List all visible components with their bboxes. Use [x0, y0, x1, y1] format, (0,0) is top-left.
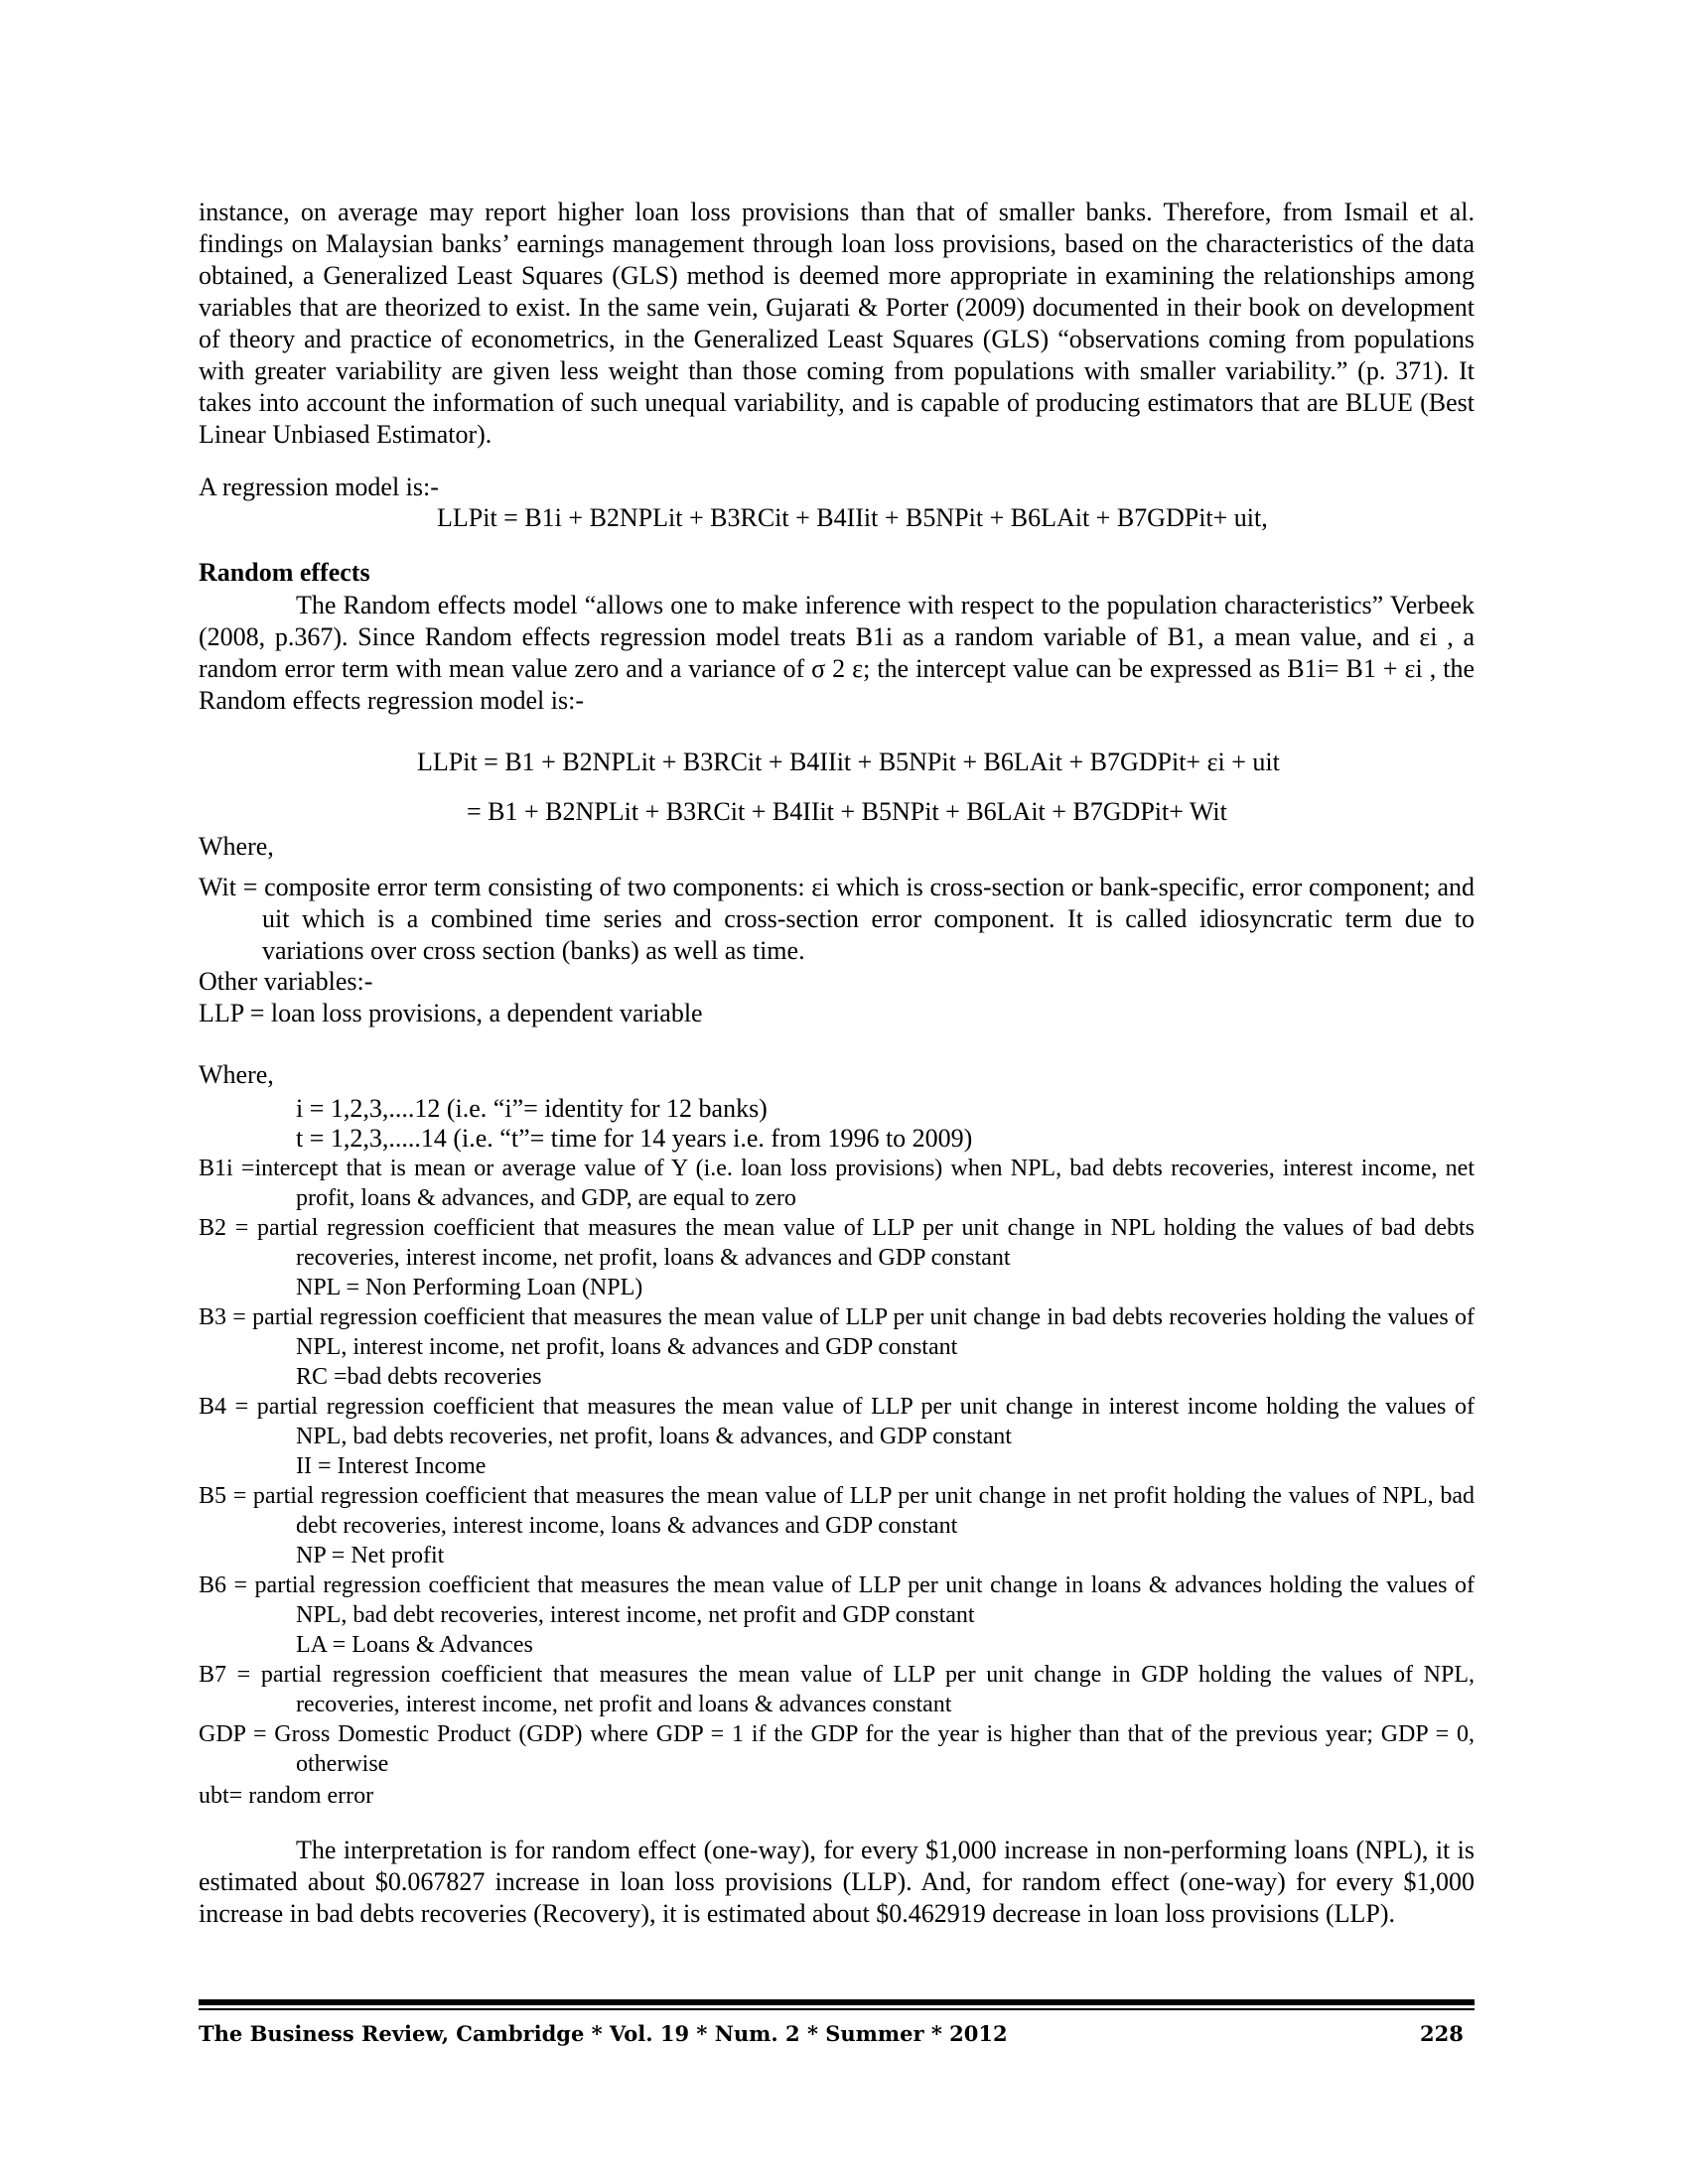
b5-definition: B5 = partial regression coefficient that measures the mean value of LLP per unit change in net profit holding the values of NPL, bad debt recoveries, interest income, loans & advances and GDP constant — [199, 1483, 1475, 1539]
section-heading-random-effects: Random effects — [199, 558, 370, 587]
ubt-definition: ubt= random error — [199, 1783, 374, 1809]
paragraph-gls: instance, on average may report higher loan loss provisions than that of smaller banks. Therefore, from Ismail et al. findings on Malaysian banks’ earnings management through loan loss provisions, based on the characteristics of the data obtained, a Generalized Least Squares (GLS) method is deemed more appropriate in examining the relationships among variables that are theorized to exist. In the same vein, Gujarati & Porter (2009) documented in their book on development of theory and practice of econometrics, in the Generalized Least Squares (GLS) “observations coming from populations with greater variability are given less weight than those coming from populations with smaller variability.” (p. 371). It takes into account the information of such unequal variability, and is capable of producing estimators that are BLUE (Best Linear Unbiased Estimator). — [199, 198, 1475, 449]
b4-definition: B4 = partial regression coefficient that measures the mean value of LLP per unit change in interest income holding the values of NPL, bad debts recoveries, net profit, loans & advances, and GDP constant — [199, 1394, 1475, 1449]
footer-rule-thin — [199, 2008, 1475, 2010]
np-definition: NP = Net profit — [296, 1543, 445, 1569]
gdp-definition: GDP = Gross Domestic Product (GDP) where GDP = 1 if the GDP for the year is higher than that of the previous year; GDP = 0, otherwise — [199, 1721, 1475, 1777]
footer-rule-thick — [199, 1999, 1475, 2005]
page-number: 228 — [1420, 2021, 1464, 2046]
where-label-1: Where, — [199, 832, 274, 861]
b7-definition: B7 = partial regression coefficient that measures the mean value of LLP per unit change in GDP holding the values of NPL, recoveries, interest income, net profit and loans & advances constant — [199, 1662, 1475, 1717]
b2-definition: B2 = partial regression coefficient that measures the mean value of LLP per unit change in NPL holding the values of bad debts recoveries, interest income, net profit, loans & advances and GDP constant — [199, 1215, 1475, 1271]
paragraph-interpretation: The interpretation is for random effect (one-way), for every $1,000 increase in non-performing loans (NPL), it is estimated about $0.067827 increase in loan loss provisions (LLP). And, for random effect (one-way) for every $1,000 increase in bad debts recoveries (Recovery), it is estimated about $0.462919 decrease in loan loss provisions (LLP). — [199, 1836, 1475, 1928]
b6-definition: B6 = partial regression coefficient that measures the mean value of LLP per unit change in loans & advances holding the values of NPL, bad debt recoveries, interest income, net profit and GDP constant — [199, 1572, 1475, 1628]
ii-definition: II = Interest Income — [296, 1453, 487, 1479]
b1-definition: B1i =intercept that is mean or average value of Y (i.e. loan loss provisions) when NPL, bad debts recoveries, interest income, net profit, loans & advances, and GDP, are equal to zero — [199, 1156, 1475, 1211]
random-effects-equation-1: LLPit = B1 + B2NPLit + B3RCit + B4IIit + B5NPit + B6LAit + B7GDPit+ εi + uit — [417, 748, 1280, 776]
paragraph-random-effects: The Random effects model “allows one to make inference with respect to the population characteristics” Verbeek (2008, p.367). Since Random effects regression model treats B1i as a random variable of B1, a mean value, and εi , a random error term with mean value zero and a variance of σ 2 ε; the intercept value can be expressed as B1i= B1 + εi , the Random effects regression model is:- — [199, 591, 1475, 715]
regression-equation: LLPit = B1i + B2NPLit + B3RCit + B4IIit + B5NPit + B6LAit + B7GDPit+ uit, — [437, 503, 1268, 532]
journal-citation: The Business Review, Cambridge * Vol. 19 * Num. 2 * Summer * 2012 — [199, 2021, 1008, 2046]
index-t-definition: t = 1,2,3,.....14 (i.e. “t”= time for 14 years i.e. from 1996 to 2009) — [296, 1124, 973, 1153]
la-definition: LA = Loans & Advances — [296, 1632, 533, 1658]
npl-definition: NPL = Non Performing Loan (NPL) — [296, 1275, 643, 1300]
random-effects-equation-2: = B1 + B2NPLit + B3RCit + B4IIit + B5NPit + B6LAit + B7GDPit+ Wit — [467, 797, 1227, 826]
other-variables-label: Other variables:- — [199, 967, 373, 996]
index-i-definition: i = 1,2,3,....12 (i.e. “i”= identity for 12 banks) — [296, 1094, 768, 1123]
rc-definition: RC =bad debts recoveries — [296, 1364, 542, 1390]
b3-definition: B3 = partial regression coefficient that measures the mean value of LLP per unit change in bad debts recoveries holding the values of NPL, interest income, net profit, loans & advances and GDP constant — [199, 1304, 1475, 1360]
wit-definition: Wit = composite error term consisting of two components: εi which is cross-section or bank-specific, error component; and uit which is a combined time series and cross-section error component. It is called idiosyncratic term due to variations over cross section (banks) as well as time. — [199, 873, 1475, 965]
llp-definition: LLP = loan loss provisions, a dependent variable — [199, 999, 703, 1027]
regression-intro: A regression model is:- — [199, 473, 439, 501]
where-label-2: Where, — [199, 1060, 274, 1089]
